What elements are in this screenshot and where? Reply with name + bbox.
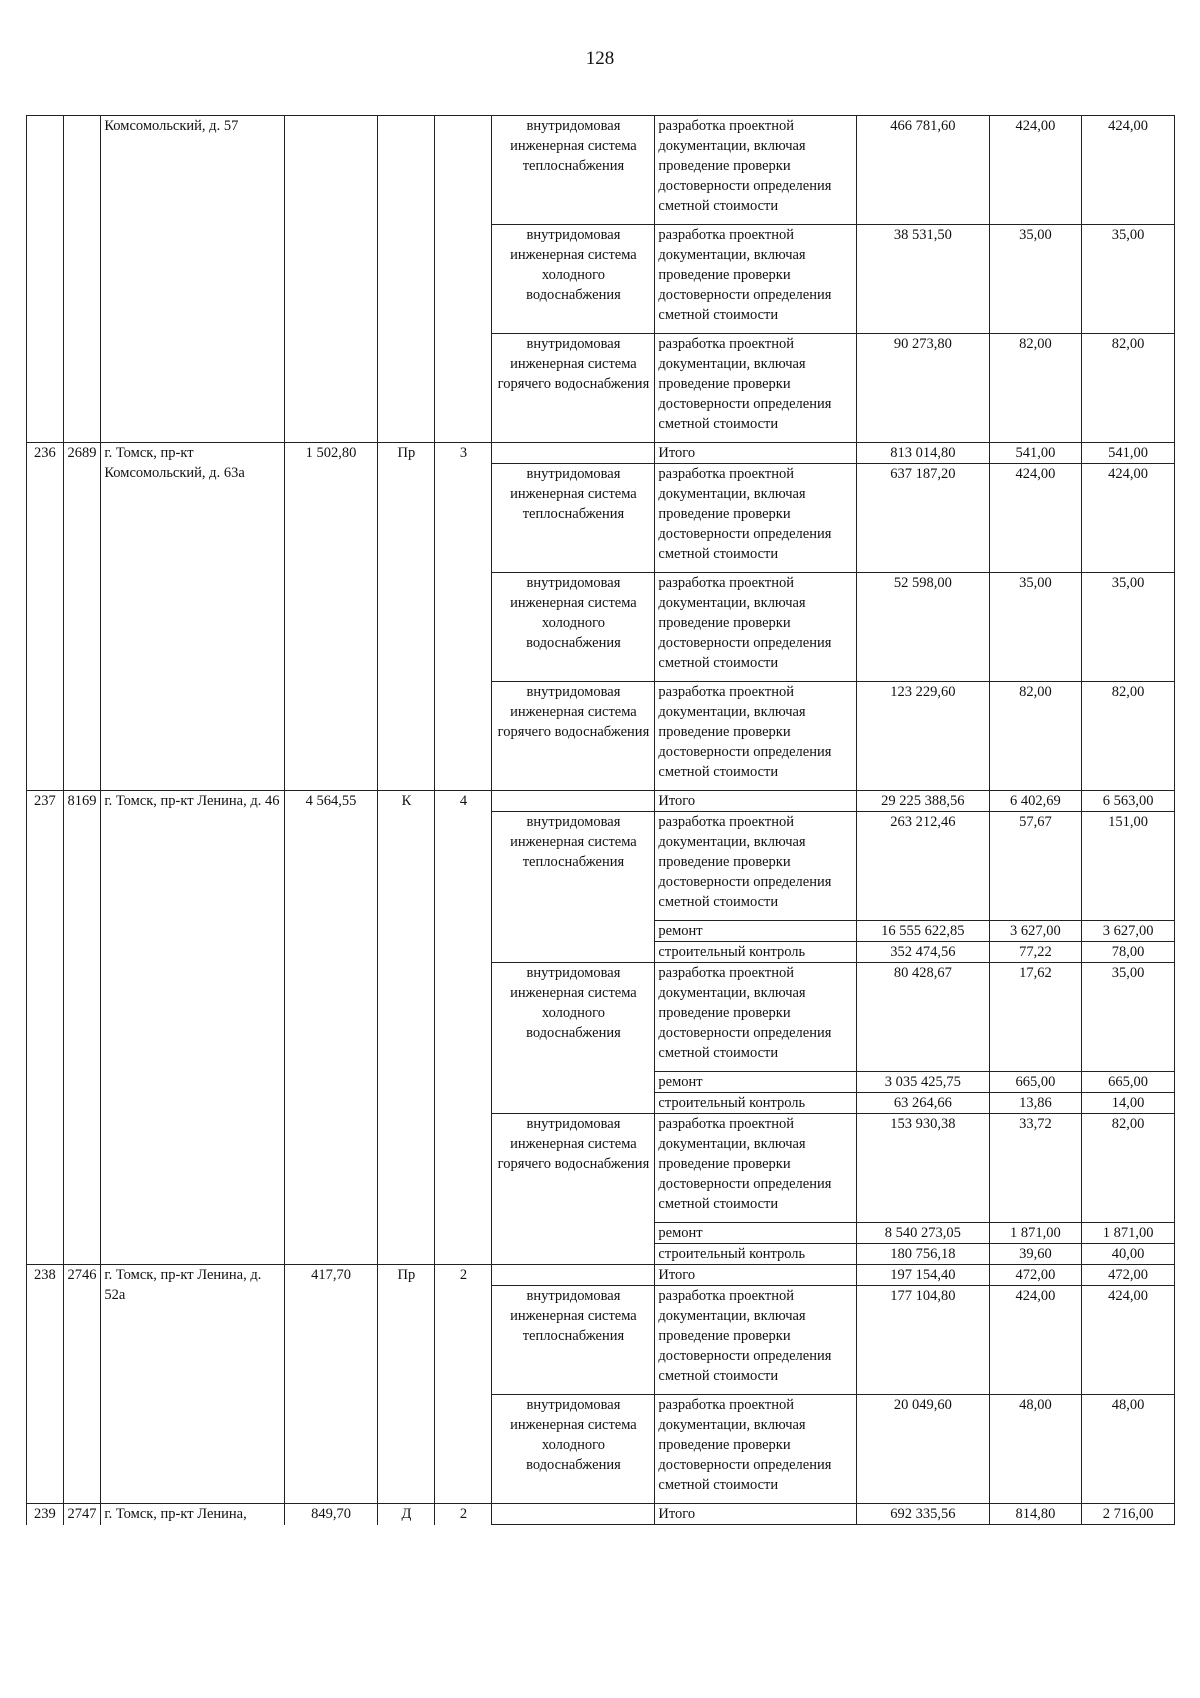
value-2: 665,00 (1082, 1072, 1175, 1093)
value-1: 17,62 (989, 963, 1082, 1072)
system-name: внутридомовая инженерная система холодного водоснабжения (492, 1395, 655, 1504)
system-name: внутридомовая инженерная система теплоснабжения (492, 464, 655, 573)
value-1: 13,86 (989, 1093, 1082, 1114)
system-name: внутридомовая инженерная система теплоснабжения (492, 812, 655, 963)
address: г. Томск, пр-кт Ленина, д. 46 (101, 791, 284, 1265)
work-description: строительный контроль (655, 942, 857, 963)
floor-count: 3 (435, 443, 492, 791)
system-name: внутридомовая инженерная система горячего водоснабжения (492, 682, 655, 791)
house-id: 2689 (63, 443, 101, 791)
cost: 123 229,60 (857, 682, 989, 791)
value-2: 48,00 (1082, 1395, 1175, 1504)
work-description: разработка проектной документации, включая проведение проверки достоверности определения сметной стоимости (655, 682, 857, 791)
total-row (27, 791, 1175, 812)
system-name: внутридомовая инженерная система холодного водоснабжения (492, 225, 655, 334)
value-2: 40,00 (1082, 1244, 1175, 1265)
system-name: внутридомовая инженерная система горячего водоснабжения (492, 1114, 655, 1265)
cost: 63 264,66 (857, 1093, 989, 1114)
work-description: разработка проектной документации, включая проведение проверки достоверности определения сметной стоимости (655, 116, 857, 225)
total-value-1: 541,00 (989, 443, 1082, 464)
value-1: 82,00 (989, 682, 1082, 791)
total-value-1: 472,00 (989, 1265, 1082, 1286)
system-name: внутридомовая инженерная система горячего водоснабжения (492, 334, 655, 443)
value-1: 424,00 (989, 464, 1082, 573)
area: 849,70 (284, 1504, 378, 1525)
repair-schedule-table (26, 115, 1175, 1525)
system-cell (492, 443, 655, 464)
house-type: Пр (378, 443, 435, 791)
work-description: разработка проектной документации, включая проведение проверки достоверности определения сметной стоимости (655, 464, 857, 573)
value-1: 35,00 (989, 225, 1082, 334)
value-2: 424,00 (1082, 464, 1175, 573)
value-1: 48,00 (989, 1395, 1082, 1504)
house-id: 8169 (63, 791, 101, 1265)
work-description: разработка проектной документации, включая проведение проверки достоверности определения сметной стоимости (655, 963, 857, 1072)
work-description: ремонт (655, 1223, 857, 1244)
table-body (27, 116, 1175, 1525)
total-value-2: 6 563,00 (1082, 791, 1175, 812)
total-label: Итого (655, 443, 857, 464)
total-label: Итого (655, 1504, 857, 1525)
table-row (27, 116, 1175, 225)
house-id (63, 116, 101, 443)
address: г. Томск, пр-кт Ленина, (101, 1504, 284, 1525)
area: 1 502,80 (284, 443, 378, 791)
work-description: ремонт (655, 921, 857, 942)
work-description: разработка проектной документации, включая проведение проверки достоверности определения сметной стоимости (655, 812, 857, 921)
cost: 263 212,46 (857, 812, 989, 921)
value-1: 35,00 (989, 573, 1082, 682)
cost: 153 930,38 (857, 1114, 989, 1223)
total-value-1: 814,80 (989, 1504, 1082, 1525)
total-row (27, 443, 1175, 464)
value-2: 78,00 (1082, 942, 1175, 963)
value-1: 3 627,00 (989, 921, 1082, 942)
total-value-2: 2 716,00 (1082, 1504, 1175, 1525)
house-type (378, 116, 435, 443)
total-value-2: 472,00 (1082, 1265, 1175, 1286)
area (284, 116, 378, 443)
house-id: 2746 (63, 1265, 101, 1504)
total-row (27, 1504, 1175, 1525)
value-2: 3 627,00 (1082, 921, 1175, 942)
value-2: 35,00 (1082, 225, 1175, 334)
value-1: 424,00 (989, 1286, 1082, 1395)
system-cell (492, 1265, 655, 1286)
total-cost: 29 225 388,56 (857, 791, 989, 812)
cost: 38 531,50 (857, 225, 989, 334)
cost: 3 035 425,75 (857, 1072, 989, 1093)
value-1: 33,72 (989, 1114, 1082, 1223)
house-type: К (378, 791, 435, 1265)
total-cost: 813 014,80 (857, 443, 989, 464)
value-2: 82,00 (1082, 682, 1175, 791)
row-number: 239 (27, 1504, 64, 1525)
system-cell (492, 791, 655, 812)
value-2: 151,00 (1082, 812, 1175, 921)
row-number: 236 (27, 443, 64, 791)
cost: 8 540 273,05 (857, 1223, 989, 1244)
house-type: Д (378, 1504, 435, 1525)
cost: 466 781,60 (857, 116, 989, 225)
cost: 16 555 622,85 (857, 921, 989, 942)
total-value-2: 541,00 (1082, 443, 1175, 464)
area: 417,70 (284, 1265, 378, 1504)
cost: 90 273,80 (857, 334, 989, 443)
address: Комсомольский, д. 57 (101, 116, 284, 443)
cost: 180 756,18 (857, 1244, 989, 1265)
total-cost: 197 154,40 (857, 1265, 989, 1286)
total-cost: 692 335,56 (857, 1504, 989, 1525)
floor-count: 2 (435, 1504, 492, 1525)
work-description: строительный контроль (655, 1244, 857, 1265)
address: г. Томск, пр-кт Ленина, д. 52а (101, 1265, 284, 1504)
cost: 20 049,60 (857, 1395, 989, 1504)
floor-count (435, 116, 492, 443)
cost: 80 428,67 (857, 963, 989, 1072)
row-number: 237 (27, 791, 64, 1265)
house-id: 2747 (63, 1504, 101, 1525)
cost: 177 104,80 (857, 1286, 989, 1395)
value-2: 424,00 (1082, 1286, 1175, 1395)
system-name: внутридомовая инженерная система холодного водоснабжения (492, 963, 655, 1114)
system-name: внутридомовая инженерная система холодного водоснабжения (492, 573, 655, 682)
row-number: 238 (27, 1265, 64, 1504)
page-number: 128 (585, 48, 615, 69)
system-name: внутридомовая инженерная система теплоснабжения (492, 1286, 655, 1395)
system-name: внутридомовая инженерная система теплоснабжения (492, 116, 655, 225)
floor-count: 2 (435, 1265, 492, 1504)
value-2: 14,00 (1082, 1093, 1175, 1114)
value-2: 35,00 (1082, 963, 1175, 1072)
value-1: 82,00 (989, 334, 1082, 443)
floor-count: 4 (435, 791, 492, 1265)
total-value-1: 6 402,69 (989, 791, 1082, 812)
row-number (27, 116, 64, 443)
value-1: 424,00 (989, 116, 1082, 225)
work-description: разработка проектной документации, включая проведение проверки достоверности определения сметной стоимости (655, 1395, 857, 1504)
total-label: Итого (655, 1265, 857, 1286)
work-description: строительный контроль (655, 1093, 857, 1114)
address: г. Томск, пр-кт Комсомольский, д. 63а (101, 443, 284, 791)
value-2: 424,00 (1082, 116, 1175, 225)
work-description: разработка проектной документации, включая проведение проверки достоверности определения сметной стоимости (655, 334, 857, 443)
total-row (27, 1265, 1175, 1286)
value-1: 1 871,00 (989, 1223, 1082, 1244)
value-1: 39,60 (989, 1244, 1082, 1265)
work-description: разработка проектной документации, включая проведение проверки достоверности определения сметной стоимости (655, 225, 857, 334)
value-2: 82,00 (1082, 1114, 1175, 1223)
value-2: 82,00 (1082, 334, 1175, 443)
total-label: Итого (655, 791, 857, 812)
value-2: 35,00 (1082, 573, 1175, 682)
area: 4 564,55 (284, 791, 378, 1265)
cost: 637 187,20 (857, 464, 989, 573)
system-cell (492, 1504, 655, 1525)
cost: 352 474,56 (857, 942, 989, 963)
cost: 52 598,00 (857, 573, 989, 682)
value-1: 57,67 (989, 812, 1082, 921)
work-description: ремонт (655, 1072, 857, 1093)
work-description: разработка проектной документации, включая проведение проверки достоверности определения сметной стоимости (655, 1114, 857, 1223)
value-2: 1 871,00 (1082, 1223, 1175, 1244)
value-1: 77,22 (989, 942, 1082, 963)
work-description: разработка проектной документации, включая проведение проверки достоверности определения сметной стоимости (655, 573, 857, 682)
value-1: 665,00 (989, 1072, 1082, 1093)
house-type: Пр (378, 1265, 435, 1504)
work-description: разработка проектной документации, включая проведение проверки достоверности определения сметной стоимости (655, 1286, 857, 1395)
